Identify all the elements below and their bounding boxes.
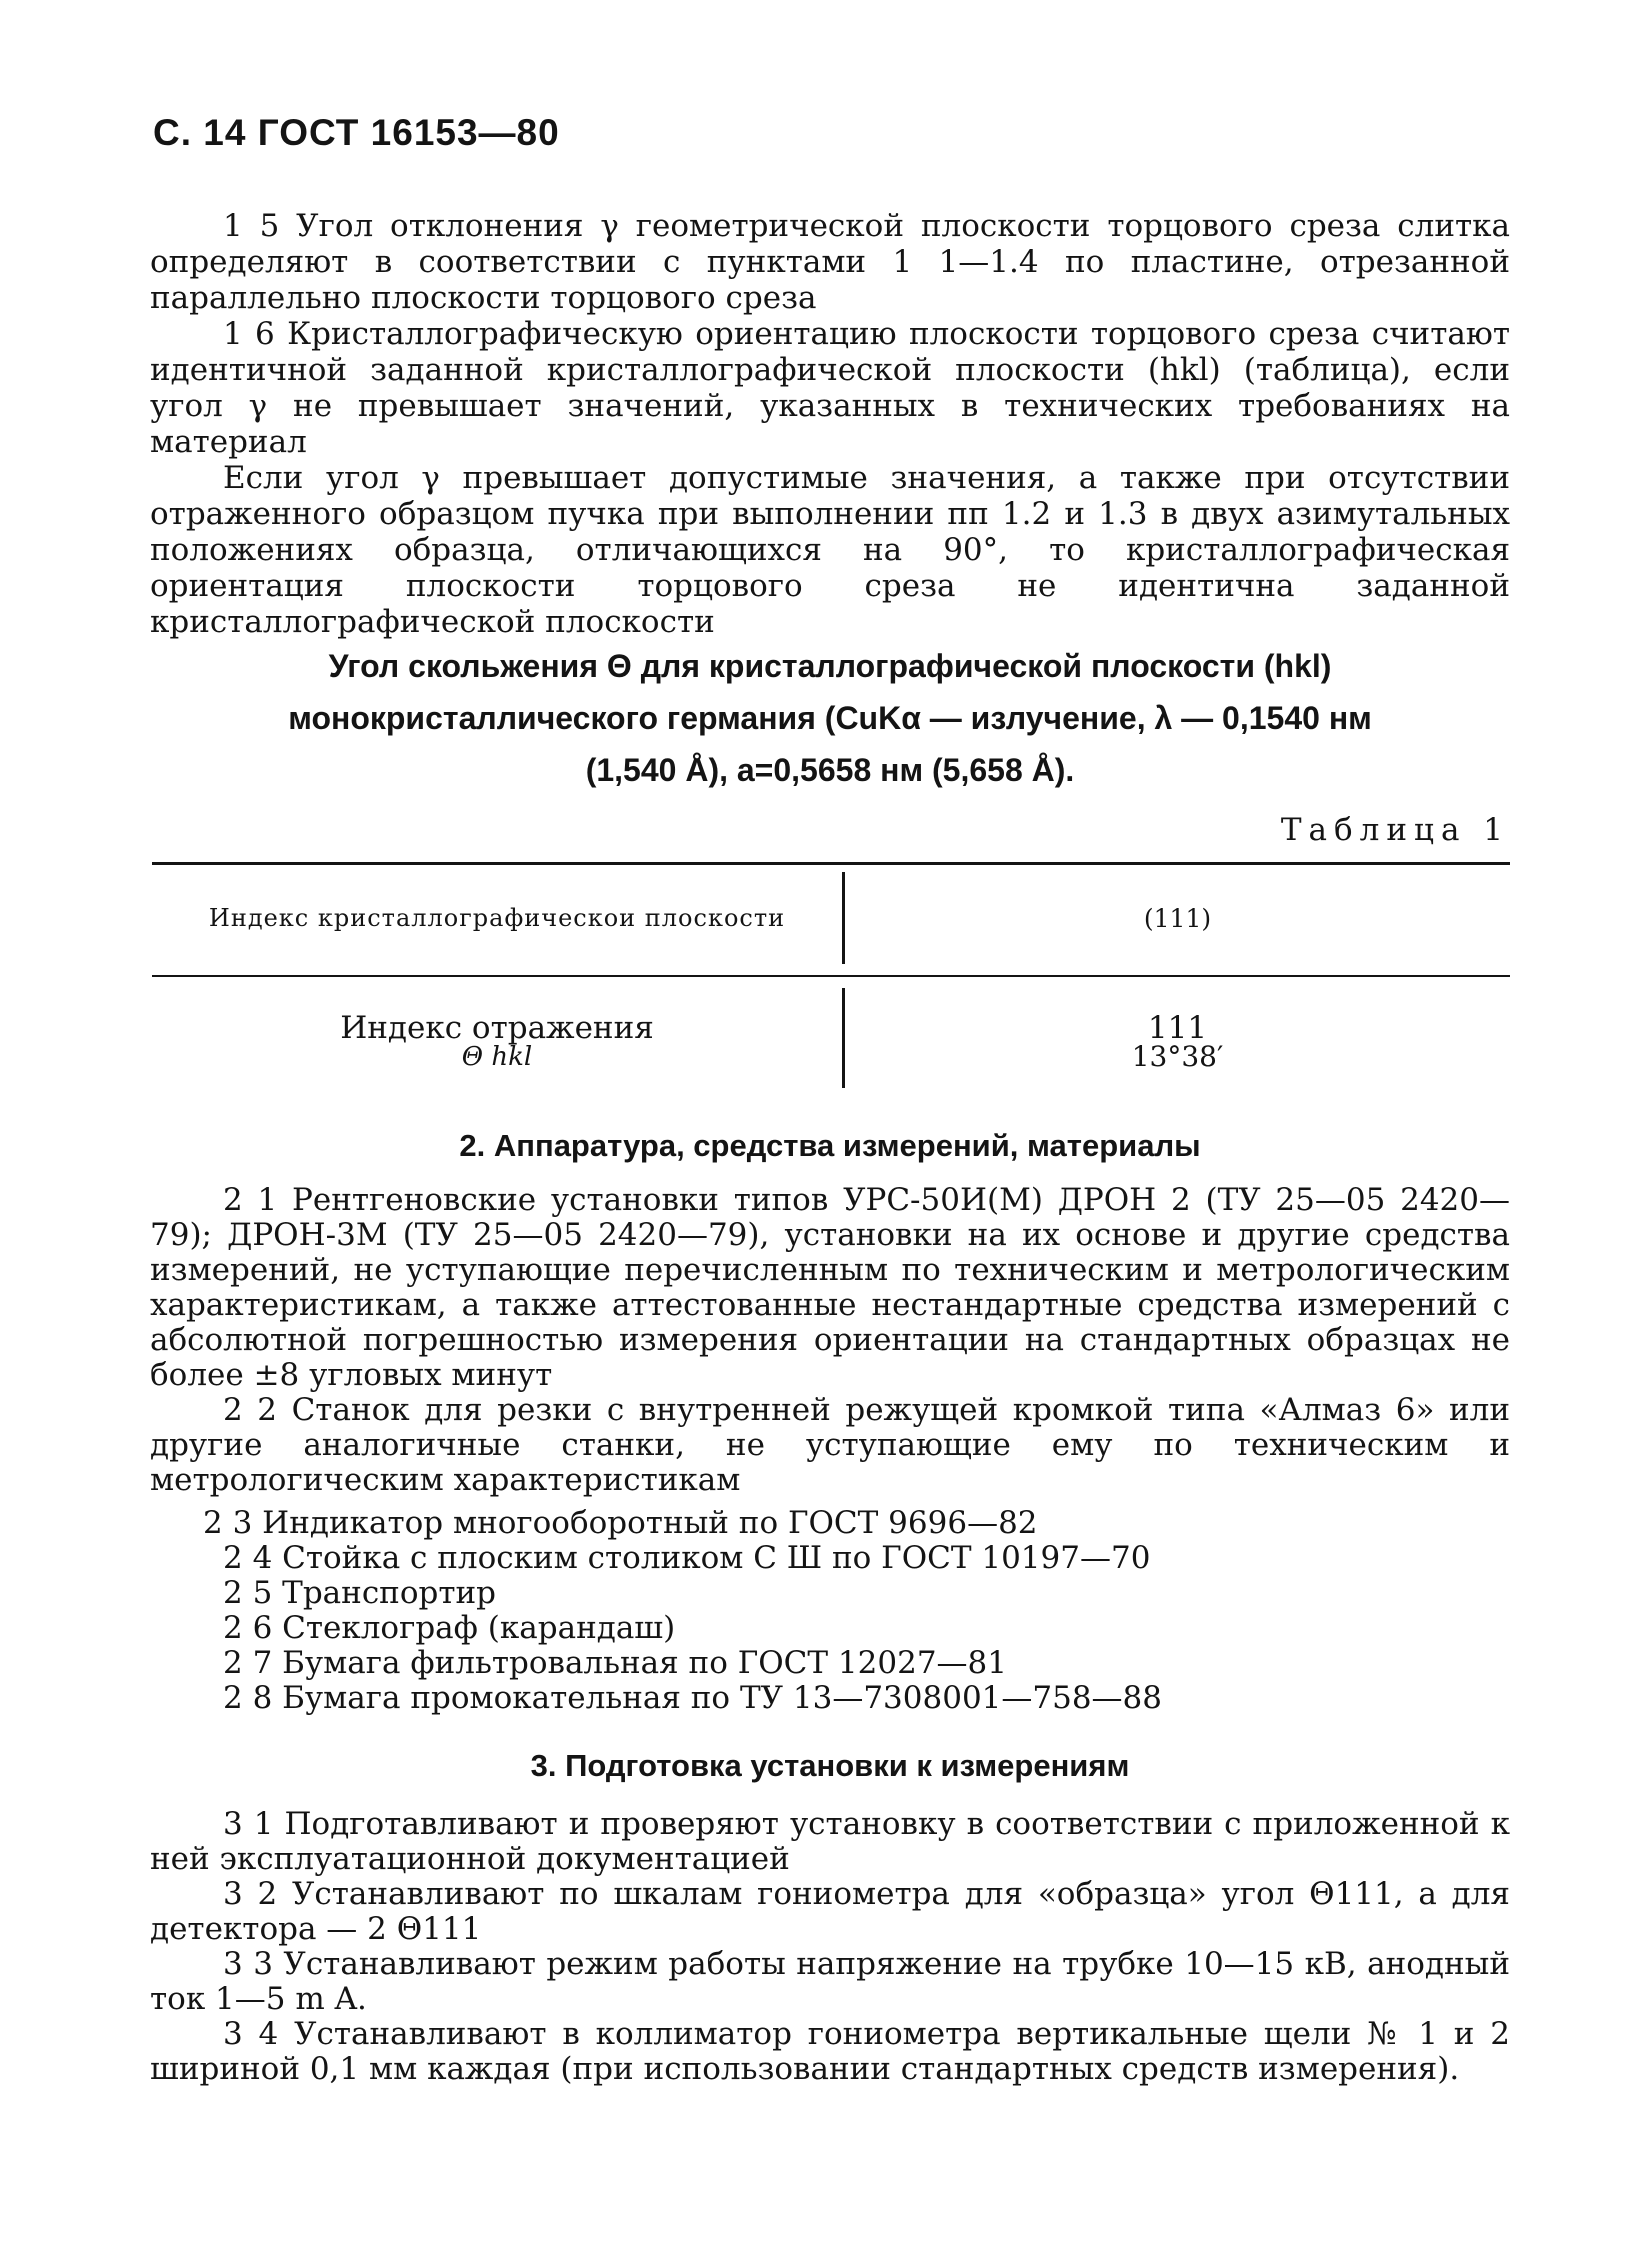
caption-line-3: (1,540 Å), a=0,5658 нм (5,658 Å). (585, 752, 1075, 788)
paragraph-angle-note: Если угол γ превышает допустимые значения, а также при отсутствии отраженного образцом пучка при выполнении пп 1.2 и 1.3 в двух азимутальных положениях образца, отличающихся на 90°, то кристаллографическая ориентация плоскости торцового среза не идентична заданной кристаллографической плоскости (150, 460, 1510, 640)
paragraph-1-5: 1 5 Угол отклонения γ геометрической плоскости торцового среза слитка определяют в соответствии с пунктами 1 1—1.4 по пластине, отрезанной параллельно плоскости торцового среза (150, 208, 1510, 316)
item-2-3: 2 3 Индикатор многооборотный по ГОСТ 9696—82 (203, 1505, 1038, 1541)
item-3-1: 3 1 Подготавливают и проверяют установку в соответствии с приложенной к ней эксплуатационной документацией (150, 1806, 1510, 1877)
item-3-4: 3 4 Устанавливают в коллиматор гониометра вертикальные щели № 1 и 2 шириной 0,1 мм каждая (при использовании стандартных средств измерения). (150, 2016, 1510, 2087)
table-caption (150, 640, 1510, 796)
reflection-index-value: 111 (1147, 1010, 1208, 1046)
table-row-right (845, 1010, 1510, 1073)
table-header-left: Индекс кристаллографическои плоскости (208, 904, 786, 932)
caption-line-2: монокристаллического германия (CuKα — излучение, λ — 0,1540 нм (288, 700, 1372, 736)
theta-hkl-label: Θ hkl (461, 1042, 533, 1072)
paragraph-1-6: 1 6 Кристаллографическую ориентацию плоскости торцового среза считают идентичной заданной кристаллографической плоскости (hkl) (таблица), если угол γ не превышает значений, указанных в технических требованиях на материал (150, 316, 1510, 460)
section-2-title: 2. Аппаратура, средства измерений, материалы (459, 1128, 1201, 1163)
section-3-paragraphs (150, 1807, 1510, 2087)
table-header-right: (111) (1143, 904, 1212, 933)
section-2-list (150, 1506, 1510, 1716)
item-2-1: 2 1 Рентгеновские установки типов УРС-50И(М) ДРОН 2 (ТУ 25—05 2420—79); ДРОН-3М (ТУ 25—05 2420—79), установки на их основе и другие средства измерений, не уступающие перечисленным по техническим и метрологическим характеристикам, а также аттестованные нестандартные средства измерений с абсолютной погрешностью измерения ориентации на стандартных образцах не более ±8 угловых минут (150, 1182, 1510, 1393)
caption-line-1: Угол скольжения Θ для кристаллографической плоскости (hkl) (328, 648, 1332, 684)
intro-paragraphs (150, 208, 1510, 640)
item-2-4: 2 4 Стойка с плоским столиком С Ш по ГОСТ 10197—70 (223, 1540, 1151, 1576)
theta-hkl-value: 13°38′ (1131, 1040, 1224, 1073)
item-2-8: 2 8 Бумага промокательная по ТУ 13—7308001—758—88 (223, 1680, 1163, 1716)
table-row-left (152, 1010, 842, 1072)
item-3-3: 3 3 Устанавливают режим работы напряжение на трубке 10—15 кВ, анодный ток 1—5 m A. (150, 1946, 1510, 2017)
section-2-paragraphs (150, 1183, 1510, 1498)
table-mid-rule (152, 975, 1510, 977)
item-3-2: 3 2 Устанавливают по шкалам гониометра для «образца» угол Θ111, а для детектора — 2 Θ111 (150, 1876, 1510, 1947)
reflection-index-label: Индекс отражения (340, 1010, 654, 1046)
table-label: Таблица 1 (1280, 812, 1510, 848)
item-2-2: 2 2 Станок для резки с внутренней режущей кромкой типа «Алмаз 6» или другие аналогичные станки, не уступающие ему по техническим и метрологическим характеристикам (150, 1392, 1510, 1498)
section-3-title: 3. Подготовка установки к измерениям (530, 1748, 1130, 1783)
table-top-rule (152, 862, 1510, 865)
item-2-7: 2 7 Бумага фильтровальная по ГОСТ 12027—81 (223, 1645, 1007, 1681)
item-2-5: 2 5 Транспортир (223, 1575, 497, 1611)
item-2-6: 2 6 Стеклограф (карандаш) (223, 1610, 676, 1646)
page-header: С. 14 ГОСТ 16153—80 (153, 112, 560, 153)
